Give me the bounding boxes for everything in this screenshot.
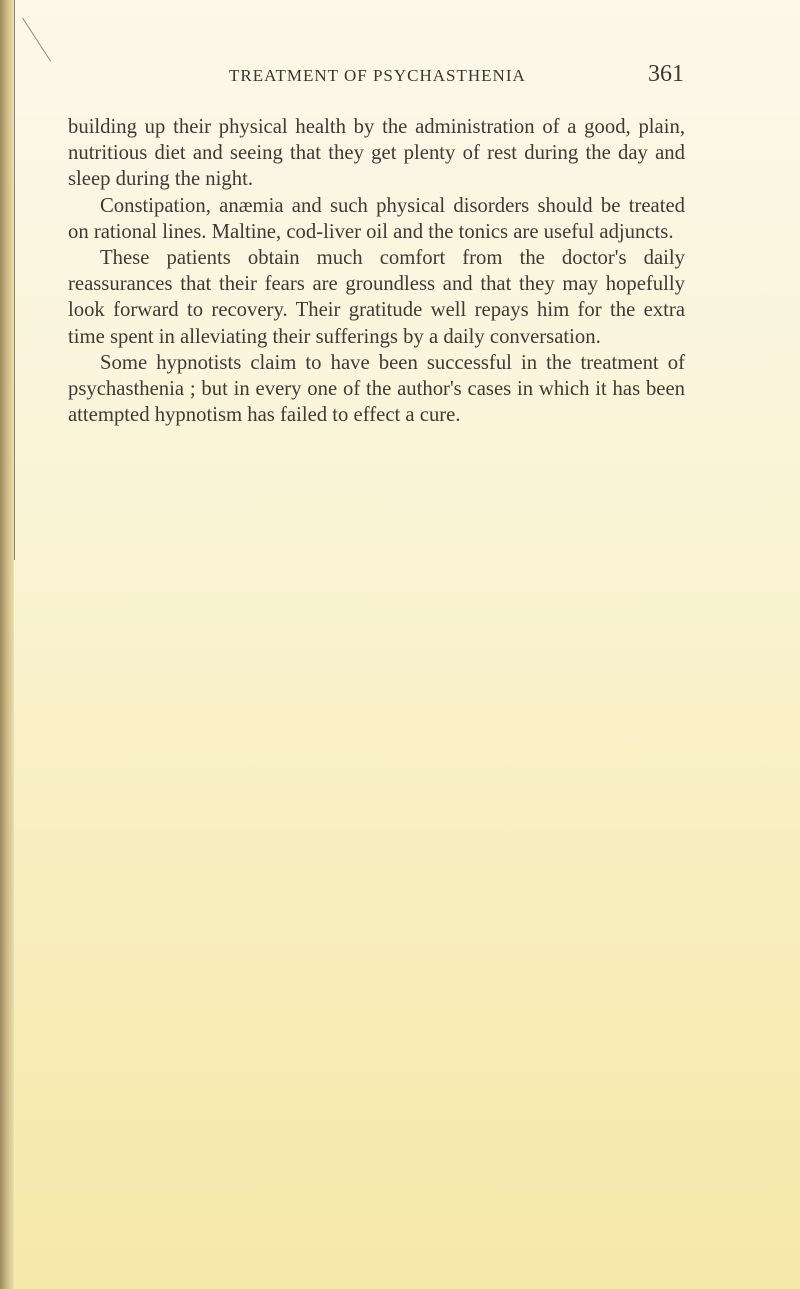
- paragraph-hypnotism: Some hypnotists claim to have been successful in the treatment of psychasthenia ; but in every one of the author's cases in which it has been attempted hypnotism has failed to effect a cure.: [68, 351, 685, 427]
- body-text: [68, 114, 685, 428]
- paragraph-reassurance: These patients obtain much comfort from the doctor's daily reassurances that their fears are groundless and that they may hopefully look forward to recovery. Their gratitude well repays him for the extra time spent in alleviating their sufferings by a daily conversation.: [68, 247, 685, 348]
- page-corner-mark: [22, 17, 51, 61]
- running-title: TREATMENT OF PSYCHASTHENIA: [229, 66, 526, 85]
- page-binding-edge: [14, 0, 15, 560]
- page-number: 361: [648, 61, 684, 87]
- paragraph-continuation: building up their physical health by the administration of a good, plain, nutritious diet and seeing that they get plenty of rest during the day and sleep during the night.: [68, 116, 685, 191]
- running-head: [68, 60, 684, 92]
- paragraph-constipation: Constipation, anæmia and such physical disorders should be treated on rational lines. Maltine, cod-liver oil and the tonics are useful adjuncts.: [68, 194, 685, 243]
- page-binding-shadow: [0, 0, 14, 1289]
